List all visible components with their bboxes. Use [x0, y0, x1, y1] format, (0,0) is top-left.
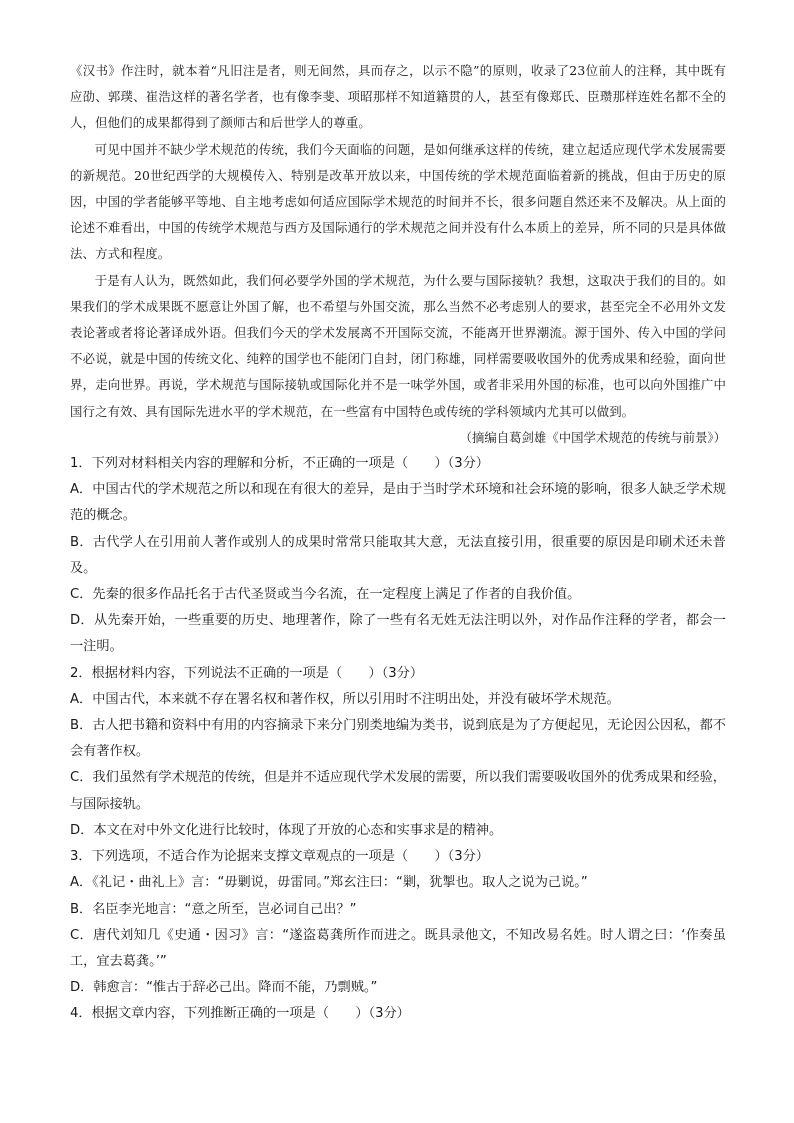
question-3 [70, 844, 726, 1001]
option-c: C．先秦的很多作品托名于古代圣贤或当今名流，在一定程度上满足了作者的自我价值。 [70, 587, 581, 603]
question-stem: 2．根据材料内容，下列说法不正确的一项是（ ）（3分） [70, 665, 424, 681]
passage-source: （摘编自葛剑雄《中国学术规范的传统与前景》） [459, 429, 726, 445]
option-a: A．《礼记・曲礼上》言：“毋剿说，毋雷同。”郑玄注曰：“剿，犹掣也。取人之说为己说。” [70, 875, 588, 891]
option-b: B．名臣李光地言：“意之所至，岂必词自己出？” [70, 901, 357, 917]
option-d: D．本文在对中外文化进行比较时，体现了开放的心态和实事求是的精神。 [70, 822, 503, 838]
passage-paragraph-3: 于是有人认为，既然如此，我们何必要学外国的学术规范，为什么要与国际接轨？我想，这取决于我们的目的。如果我们的学术成果既不愿意让外国了解，也不希望与外国交流，那么当然不必考虑别人的要求，甚至完全不必用外文发表论著或者将论著译成外语。但我们今天的学术发展离不开国际交流，不能离开世界潮流。源于国外、传入中国的学问不必说，就是中国的传统文化、纯粹的国学也不能闭门自封，闭门称雄，同样需要吸收国外的优秀成果和经验，面向世界，走向世界。再说，学术规范与国际接轨或国际化并不是一味学外国，或者非采用外国的标准，也可以向外国推广中国行之有效、具有国际先进水平的学术规范，在一些富有中国特色或传统的学科领域内尤其可以做到。 [70, 272, 726, 419]
option-c: C．唐代刘知几《史通・因习》言：“遂盗葛龚所作而进之。既具录他文，不知改易名姓。时人谓之曰：‘作奏虽工，宜去葛龚。’” [70, 927, 726, 969]
option-c: C．我们虽然有学术规范的传统，但是并不适应现代学术发展的需要，所以我们需要吸收国外的优秀成果和经验，与国际接轨。 [70, 770, 726, 812]
question-stem: 3．下列选项，不适合作为论据来支撑文章观点的一项是（ ）（3分） [70, 849, 489, 865]
option-a: A．中国古代的学术规范之所以和现在有很大的差异，是由于当时学术环境和社会环境的影响，很多人缺乏学术规范的概念。 [70, 482, 726, 524]
question-stem: 1．下列对材料相关内容的理解和分析，不正确的一项是（ ）（3分） [70, 456, 489, 472]
option-a: A．中国古代，本来就不存在署名权和著作权，所以引用时不注明出处，并没有破坏学术规范。 [70, 691, 620, 707]
option-b: B．古人把书籍和资料中有用的内容摘录下来分门别类地编为类书，说到底是为了方便起见，无论因公因私，都不会有著作权。 [70, 718, 726, 760]
option-d: D．韩愈言：“惟古于辞必己出。降而不能，乃剽贼。” [70, 980, 378, 996]
option-b: B．古代学人在引用前人著作或别人的成果时常常只能取其大意，无法直接引用，很重要的原因是印刷术还未普及。 [70, 534, 726, 576]
question-1 [70, 451, 726, 661]
question-4 [70, 1001, 726, 1027]
question-2 [70, 661, 726, 844]
passage-paragraph-2: 可见中国并不缺少学术规范的传统，我们今天面临的问题，是如何继承这样的传统，建立起适应现代学术发展需要的新规范。20世纪西学的大规模传入、特别是改革开放以来，中国传统的学术规范面临着新的挑战，但由于历史的原因，中国的学者能够平等地、自主地考虑如何适应国际学术规范的时间并不长，很多问题自然还来不及解决。从上面的论述不难看出，中国的传统学术规范与西方及国际通行的学术规范之间并没有什么本质上的差异，所不同的只是具体做法、方式和程度。 [70, 141, 726, 262]
exam-page [70, 58, 726, 1028]
passage-paragraph-1: 《汉书》作注时，就本着“凡旧注是者，则无间然，具而存之，以示不隐”的原则，收录了23位前人的注释，其中既有应劭、郭璞、崔浩这样的著名学者，也有像李斐、项昭那样不知道籍贯的人，甚至有像郑氏、臣瓒那样连姓名都不全的人，但他们的成果都得到了颜师古和后世学人的尊重。 [70, 63, 726, 131]
option-d: D．从先秦开始，一些重要的历史、地理著作，除了一些有名无姓无法注明以外，对作品作注释的学者，都会一一注明。 [70, 613, 726, 655]
question-stem: 4．根据文章内容，下列推断正确的一项是（ ）（3分） [70, 1006, 410, 1022]
